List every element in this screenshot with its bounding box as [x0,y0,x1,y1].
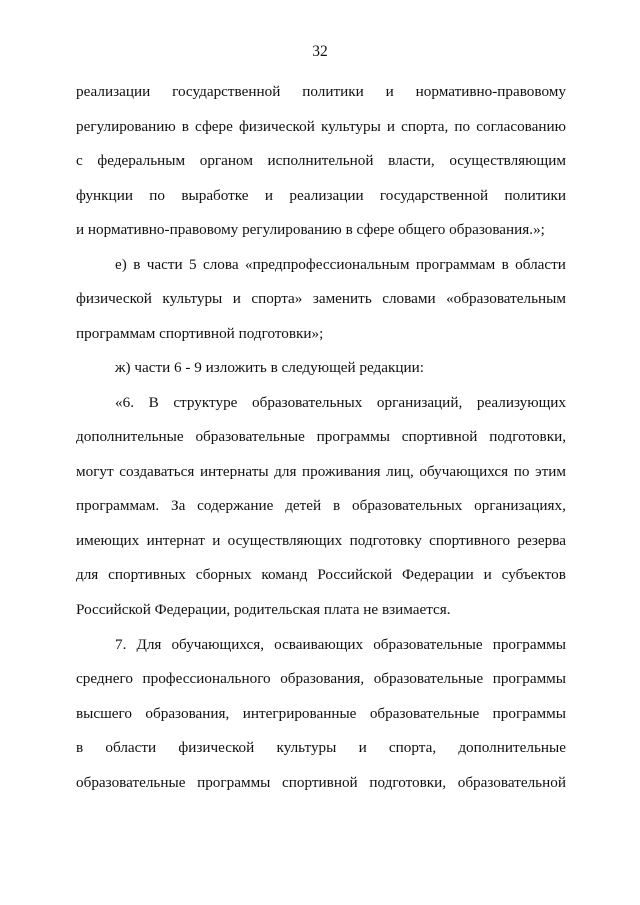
word: спортивной [282,774,358,791]
word: образования, [280,670,365,687]
text-line [76,496,566,516]
word: интернат [146,532,205,549]
word: образования, [145,705,230,722]
word: и [385,83,394,100]
word: команд [261,566,308,583]
word: и [264,187,274,204]
word: За [170,497,186,514]
text-line [76,773,566,793]
word: 7. [115,636,127,653]
word: проживания [302,463,381,480]
word: В [148,394,159,411]
word: политики [302,83,364,100]
word: «образовательным [446,290,566,307]
text-line [76,117,566,137]
text-line: программам спортивной подготовки»; [76,325,324,342]
text-line [76,427,566,447]
word: программы [316,428,390,445]
text-line [115,393,566,413]
text-line: и нормативно-правовому регулированию в сфере общего образования.»; [76,221,545,238]
word: для [274,463,297,480]
word: этим [535,463,566,480]
word: власти, [388,152,435,169]
text-line [76,669,566,689]
word: могут [76,463,114,480]
word: подготовки, [489,428,566,445]
word: «6. [115,394,134,411]
word: функции [76,187,133,204]
word: реализации [76,83,151,100]
word: образовательные [195,428,305,445]
word: высшего [76,705,132,722]
word: области [515,256,566,273]
word: обучающихся [419,463,509,480]
word: образовательных [352,497,463,514]
word: спорта, [388,739,437,756]
word: области [105,739,157,756]
word: обучающихся, [171,636,265,653]
word: осуществляющим [449,152,566,169]
word: программы [197,774,271,791]
word: политики [504,187,566,204]
word: программы [492,670,566,687]
text-line [76,704,566,724]
word: и [358,739,367,756]
word: дополнительные [76,428,184,445]
word: выработке [181,187,249,204]
word: сфере [195,118,233,135]
word: создаваться [119,463,195,480]
text-line: ж) части 6 - 9 изложить в следующей редакции: [115,359,425,376]
word: реализации [289,187,364,204]
word: культуры [276,739,337,756]
word: е) [115,256,127,273]
word: программы [492,705,566,722]
word: с [76,152,83,169]
text-line [76,531,566,551]
word: подготовки, [369,774,447,791]
word: в [76,739,84,756]
word: государственной [379,187,489,204]
word: осваивающих [274,636,364,653]
word: исполнительной [267,152,374,169]
text-line [115,635,566,655]
word: для [76,566,99,583]
word: «предпрофессиональным [244,256,410,273]
word: по [149,187,166,204]
word: программам [415,256,496,273]
word: образовательные [373,636,483,653]
word: интернаты [200,463,269,480]
word: спорта» [251,290,303,307]
page-number: 32 [312,43,328,60]
word: физической [178,739,255,756]
text-line [76,462,566,482]
word: в [501,256,509,273]
text-line: Российской Федерации, родительская плата не взимается. [76,601,451,618]
word: дополнительные [458,739,566,756]
text-line [76,289,566,309]
text-line [115,255,566,275]
word: в [181,118,189,135]
word: федеральным [97,152,186,169]
word: организациях, [474,497,566,514]
word: части [146,256,183,273]
word: спортивной [401,428,478,445]
word: образовательные [76,774,186,791]
word: детей [285,497,322,514]
word: сборных [195,566,252,583]
word: программам. [76,497,160,514]
word: спортивных [108,566,186,583]
word: среднего [76,670,133,687]
word: интегрированные [242,705,357,722]
word: словами [382,290,436,307]
word: по [454,118,471,135]
word: согласованию [476,118,566,135]
word: программы [492,636,566,653]
word: образовательной [457,774,566,791]
word: реализующих [476,394,566,411]
word: лиц, [386,463,414,480]
word: в [133,256,141,273]
word: 5 [189,256,197,273]
word: спорта, [401,118,449,135]
word: культуры [162,290,223,307]
text-line [76,565,566,585]
word: имеющих [76,532,140,549]
word: спортивного [429,532,511,549]
word: резерва [517,532,566,549]
word: слова [202,256,239,273]
word: физической [76,290,152,307]
word: государственной [172,83,281,100]
word: заменить [312,290,372,307]
word: субъектов [501,566,566,583]
word: физической [238,118,315,135]
text-line [76,82,566,102]
word: осуществляющих [227,532,343,549]
word: структуре [173,394,238,411]
word: профессионального [142,670,271,687]
word: и [386,118,396,135]
word: Федерации [402,566,474,583]
word: образовательные [369,705,480,722]
word: органом [199,152,253,169]
word: организаций, [376,394,463,411]
word: и [483,566,492,583]
word: по [513,463,530,480]
text-line [76,738,566,758]
word: Для [136,636,162,653]
word: и [212,532,221,549]
word: подготовку [349,532,422,549]
word: Российской [317,566,393,583]
word: содержание [197,497,274,514]
text-line [76,151,566,171]
word: образовательные [373,670,484,687]
text-line [76,186,566,206]
word: культуры [320,118,381,135]
word: регулированию [76,118,176,135]
word: в [333,497,341,514]
word: образовательных [252,394,363,411]
word: и [232,290,241,307]
word: нормативно-правовому [415,83,566,100]
